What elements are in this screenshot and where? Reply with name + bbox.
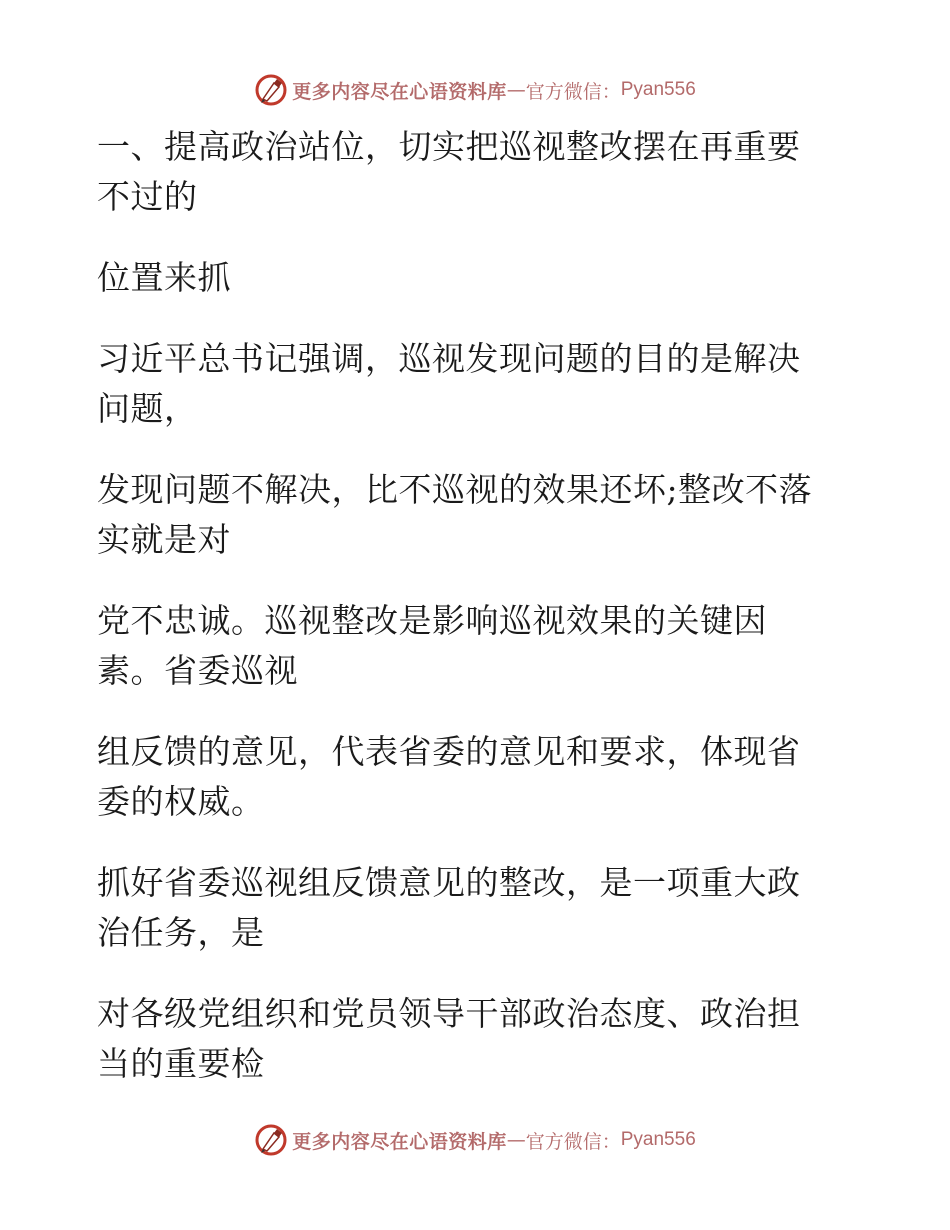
pen-logo-icon <box>254 73 288 107</box>
banner-text: 更多内容尽在心语资料库 <box>292 1130 507 1153</box>
text-line: 素。省委巡视 <box>97 651 298 690</box>
text-line: 组反馈的意见，代表省委的意见和要求，体现省 <box>97 732 801 771</box>
header-banner <box>0 70 950 110</box>
paragraph <box>97 858 857 958</box>
paragraph <box>97 334 857 434</box>
text-line: 习近平总书记强调，巡视发现问题的目的是解决 <box>97 339 801 378</box>
text-line: 当的重要检 <box>97 1044 265 1083</box>
text-line: 一、提高政治站位，切实把巡视整改摆在再重要 <box>97 127 801 166</box>
paragraph <box>97 465 857 565</box>
document-body <box>97 122 857 1120</box>
text-line: 实就是对 <box>97 520 231 559</box>
banner-text: 更多内容尽在心语资料库 <box>292 80 507 103</box>
text-line: 发现问题不解决，比不巡视的效果还坏;整改不落 <box>97 470 813 509</box>
banner-dash: — <box>506 1129 526 1151</box>
wechat-label: 官方微信： <box>525 80 621 103</box>
wechat-id: Pyan556 <box>620 79 696 100</box>
text-line: 抓好省委巡视组反馈意见的整改，是一项重大政 <box>97 863 801 902</box>
wechat-id: Pyan556 <box>620 1129 696 1150</box>
text-line: 不过的 <box>97 177 198 216</box>
paragraph <box>97 253 857 303</box>
footer-banner <box>0 1120 950 1160</box>
banner-dash: — <box>506 79 526 101</box>
wechat-label: 官方微信： <box>525 1130 621 1153</box>
text-line: 问题， <box>97 389 198 428</box>
paragraph <box>97 727 857 827</box>
pen-logo-icon <box>254 1123 288 1157</box>
text-line: 治任务，是 <box>97 913 265 952</box>
text-line: 位置来抓 <box>97 258 231 297</box>
text-line: 党不忠诚。巡视整改是影响巡视效果的关键因 <box>97 601 767 640</box>
paragraph <box>97 596 857 696</box>
paragraph <box>97 989 857 1089</box>
paragraph <box>97 122 857 222</box>
text-line: 委的权威。 <box>97 782 265 821</box>
text-line: 对各级党组织和党员领导干部政治态度、政治担 <box>97 994 801 1033</box>
